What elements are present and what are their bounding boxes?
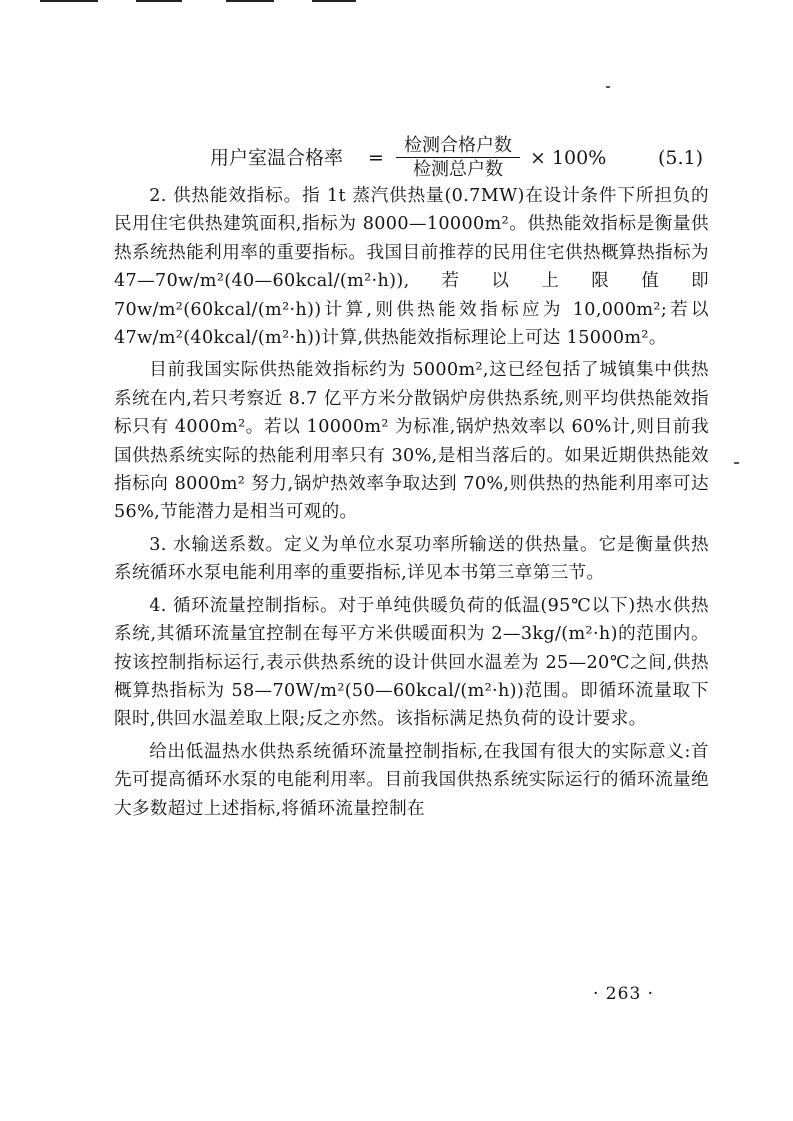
scan-edge-mark [312, 0, 356, 2]
scan-edge-mark [136, 0, 182, 2]
formula-equals: = [368, 147, 384, 169]
formula-denominator: 检测总户数 [413, 159, 503, 180]
formula-numerator: 检测合格户数 [396, 134, 520, 158]
page-number: · 263 · [593, 984, 655, 1004]
scan-speck [606, 86, 610, 88]
scan-edge-mark [40, 0, 98, 2]
paragraph-circulation-flow-index: 4. 循环流量控制指标。对于单纯供暖负荷的低温(95℃以下)热水供热系统,其循环流量宜控制在每平方米供暖面积为 2—3kg/(m²·h)的范围内。按该控制指标运行,表示供热系统的设计供回水温差为 25—20℃之间,供热概算热指标为 58—70W/m²(50—60kcal/(m²·h))范围。即循环流量取下限时,供回水温差取上限;反之亦然。该指标满足热负荷的设计要求。 [114, 595, 709, 730]
paragraph-heating-energy-index: 2. 供热能效指标。指 1t 蒸汽供热量(0.7MW)在设计条件下所担负的民用住宅供热建筑面积,指标为 8000—10000m²。供热能效指标是衡量供热系统热能利用率的重要指标。我国目前推荐的民用住宅供热概算热指标为 47—70w/m²(40—60kcal/(m²·h)),若以上限值即 70w/m²(60kcal/(m²·h))计算,则供热能效指标应为 10,000m²;若以 47w/m²(40kcal/(m²·h))计算,供热能效指标理论上可达 15000m²。 [114, 186, 709, 349]
paragraph-water-transport-coefficient: 3. 水输送系数。定义为单位水泵功率所输送的供热量。它是衡量供热系统循环水泵电能利用率的重要指标,详见本书第三章第三节。 [114, 534, 709, 584]
paragraph-significance: 给出低温热水供热系统循环流量控制指标,在我国有很大的实际意义:首先可提高循环水泵的电能利用率。目前我国供热系统实际运行的循环流量绝大多数超过上述指标,将循环流量控制在 [114, 741, 709, 819]
formula-lhs: 用户室温合格率 [210, 147, 344, 169]
formula-fraction [396, 134, 520, 181]
paragraph-current-situation: 目前我国实际供热能效指标约为 5000m²,这已经包括了城镇集中供热系统在内,若只考察近 8.7 亿平方米分散锅炉房供热系统,则平均供热能效指标只有 4000m²。若以 10000m² 为标准,锅炉热效率以 60%计,则目前我国供热系统实际的热能利用率只有 30%,是相当落后的。如果近期供热能效指标向 8000m² 努力,锅炉热效率争取达到 70%,则供热的热能利用率可达 56%,节能潜力是相当可观的。 [114, 360, 709, 523]
equation-number: (5.1) [658, 147, 704, 169]
scan-speck [734, 462, 739, 464]
scan-edge-mark [226, 0, 274, 2]
body-text [114, 182, 709, 827]
formula-multiplier: × 100% [530, 147, 607, 169]
formula-5-1 [210, 134, 710, 184]
